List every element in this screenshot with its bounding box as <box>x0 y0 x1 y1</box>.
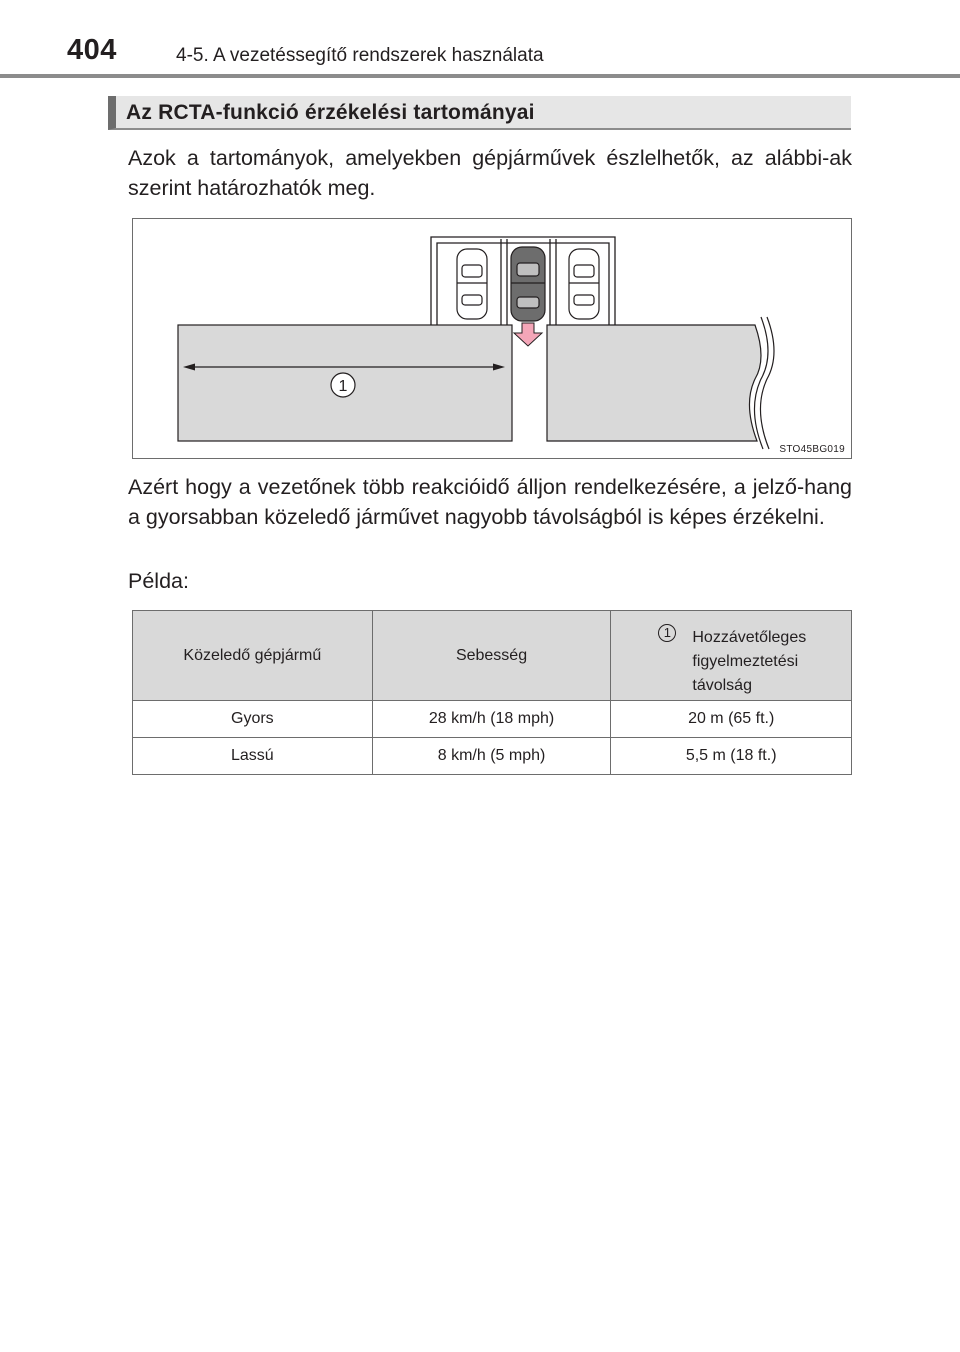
detection-distance-table <box>132 610 852 775</box>
reverse-direction-arrow <box>514 323 542 346</box>
table-header-speed: Sebesség <box>372 611 611 701</box>
rcta-detection-diagram <box>132 218 852 459</box>
parking-diagram-svg <box>133 219 853 460</box>
table-row <box>133 701 852 738</box>
intro-paragraph: Azok a tartományok, amelyekben gépjárművek észlelhetők, az alábbi-ak szerint határozhatók meg. <box>128 146 852 200</box>
table-header-distance <box>611 611 852 701</box>
table-cell: 8 km/h (5 mph) <box>372 738 611 775</box>
reversing-car <box>511 247 545 321</box>
table-cell: Gyors <box>133 701 373 738</box>
table-header-row <box>133 611 852 701</box>
example-label: Példa: <box>128 569 189 593</box>
callout-badge: 1 <box>658 624 676 642</box>
chapter-title: 4-5. A vezetéssegítő rendszerek használata <box>176 45 544 66</box>
page-header <box>0 0 960 80</box>
section-heading-text: Az RCTA-funkció érzékelési tartományai <box>126 101 535 124</box>
page-number: 404 <box>67 34 117 66</box>
section-heading <box>108 96 851 130</box>
table-cell: 28 km/h (18 mph) <box>372 701 611 738</box>
table-cell: 20 m (65 ft.) <box>611 701 852 738</box>
callout-number: 1 <box>338 378 348 395</box>
right-detection-zone <box>547 325 761 441</box>
header-divider <box>0 74 960 78</box>
table-header-distance-text: Hozzávetőleges figyelmeztetési távolság <box>692 629 807 694</box>
table-cell: Lassú <box>133 738 373 775</box>
table-row <box>133 738 852 775</box>
parked-car-right <box>569 249 599 319</box>
explanation-paragraph: Azért hogy a vezetőnek több reakcióidő álljon rendelkezésére, a jelző-hang a gyorsabban közeledő járművet nagyobb távolságból is képes érzékelni. <box>128 475 852 529</box>
parked-car-left <box>457 249 487 319</box>
table-cell: 5,5 m (18 ft.) <box>611 738 852 775</box>
figure-code: STO45BG019 <box>779 444 845 455</box>
table-header-vehicle: Közeledő gépjármű <box>133 611 373 701</box>
